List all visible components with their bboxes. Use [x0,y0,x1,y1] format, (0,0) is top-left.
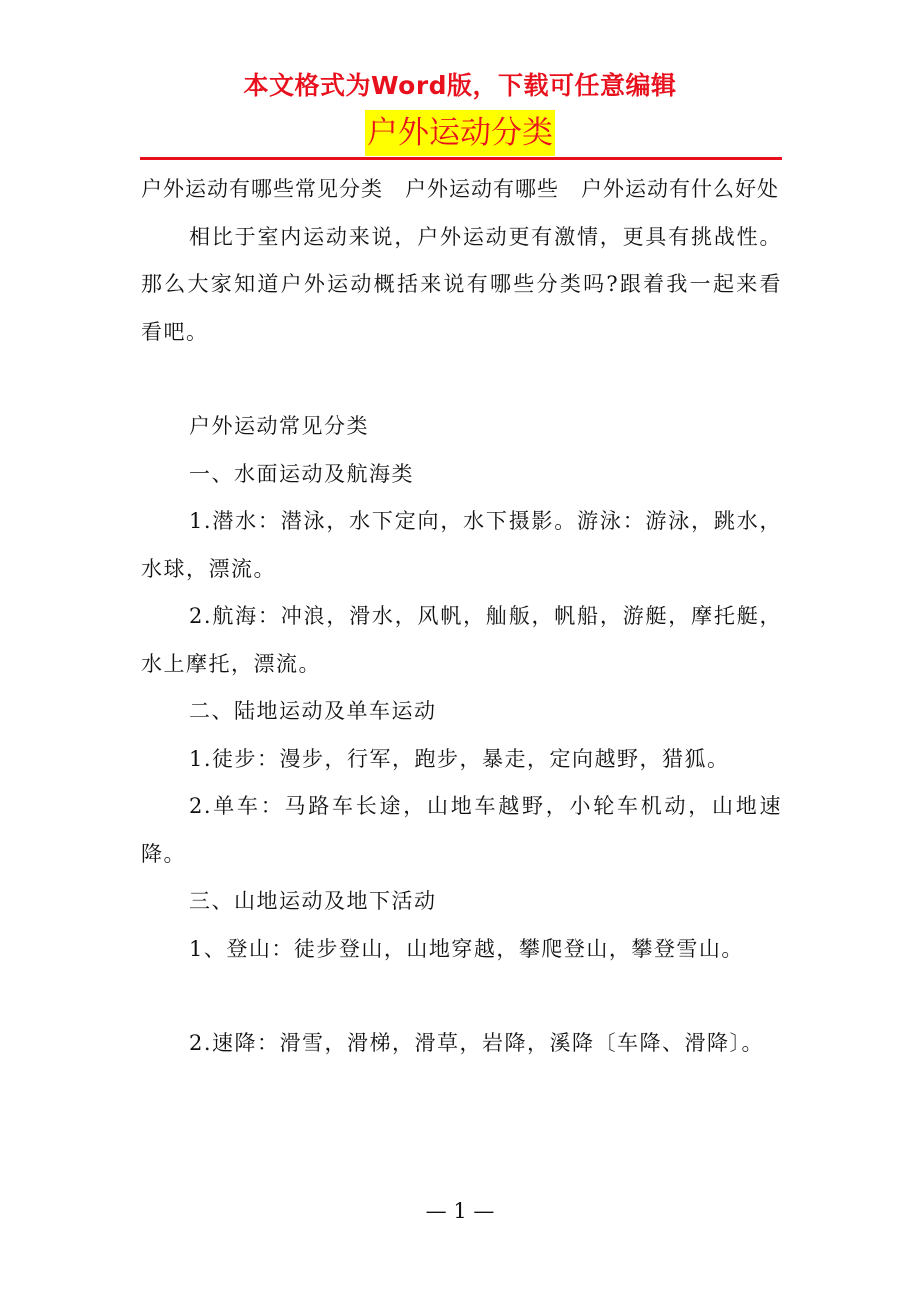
climbing-paragraph: 1、登山：徒步登山，山地穿越，攀爬登山，攀登雪山。 [189,936,744,961]
section-heading: 户外运动常见分类 [189,414,369,438]
hiking-paragraph: 1.徒步：漫步，行军，跑步，暴走，定向越野，猎狐。 [189,746,730,771]
mountain-sports-heading: 三、山地运动及地下活动 [189,889,437,913]
format-notice-banner: 本文格式为Word版，下载可任意编辑 [243,71,677,100]
intro-paragraph: 相比于室内运动来说，户外运动更有激情，更具有挑战性。那么大家知道户外运动概括来说有哪些分类吗?跟着我一起来看看吧。 [141,224,782,344]
title-divider [140,157,782,160]
cycling-paragraph: 2.单车：马路车长途，山地车越野，小轮车机动，山地速降。 [141,794,782,866]
page-number: — 1 — [425,1199,495,1223]
land-sports-heading: 二、陆地运动及单车运动 [189,699,437,723]
sailing-paragraph: 2.航海：冲浪，滑水，风帆，舢舨，帆船，游艇，摩托艇，水上摩托，漂流。 [141,604,782,676]
title-container [0,110,920,156]
blank-line [141,973,782,1020]
descent-paragraph: 2.速降：滑雪，滑梯，滑草，岩降，溪降〔车降、滑降〕。 [189,1031,765,1055]
document-title: 户外运动分类 [365,110,555,156]
water-sports-heading: 一、水面运动及航海类 [189,461,414,486]
blank-line [141,356,782,403]
keywords-line: 户外运动有哪些常见分类 户外运动有哪些 户外运动有什么好处 [141,177,779,201]
document-body [141,166,782,1068]
diving-paragraph: 1.潜水：潜泳，水下定向，水下摄影。游泳：游泳，跳水，水球，漂流。 [141,509,782,581]
